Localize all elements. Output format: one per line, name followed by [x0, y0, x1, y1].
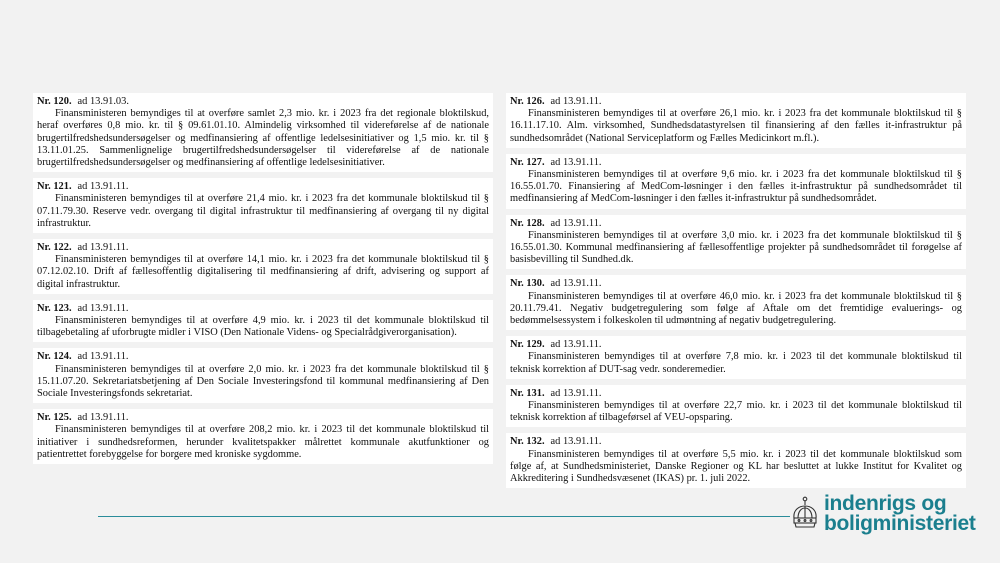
- right-column: [506, 93, 966, 494]
- paragraph-block: [506, 275, 966, 330]
- paragraph-reference: ad 13.91.03.: [77, 96, 129, 107]
- crown-icon: [790, 496, 820, 536]
- paragraph-block: [33, 348, 493, 403]
- logo-line-2: boligministeriet: [824, 512, 976, 535]
- paragraph-block: [33, 178, 493, 233]
- footer-divider: [98, 516, 790, 517]
- paragraph-block: [33, 300, 493, 343]
- paragraph-reference: ad 13.91.11.: [550, 278, 602, 290]
- paragraph-block: [506, 336, 966, 379]
- left-column: [33, 93, 493, 470]
- paragraph-text: Finansministeren bemyndiges til at overføre 22,7 mio. kr. i 2023 til det kommunale bloktilskud til teknisk korrektion af tilbageførsel af VEU-opsparing.: [510, 400, 962, 424]
- paragraph-block: [33, 93, 493, 172]
- paragraph-number: Nr. 132.: [510, 436, 545, 448]
- paragraph-number: Nr. 120.: [37, 96, 72, 107]
- paragraph-reference: ad 13.91.11.: [550, 156, 602, 168]
- paragraph-reference: ad 13.91.11.: [550, 96, 602, 107]
- paragraph-number: Nr. 121.: [37, 181, 72, 193]
- paragraph-block: [33, 239, 493, 294]
- paragraph-number: Nr. 130.: [510, 278, 545, 290]
- paragraph-number: Nr. 127.: [510, 156, 545, 168]
- paragraph-reference: ad 13.91.11.: [77, 412, 129, 424]
- paragraph-reference: ad 13.91.11.: [77, 242, 129, 254]
- ministry-logo: [790, 492, 976, 542]
- paragraph-reference: ad 13.91.11.: [550, 436, 602, 448]
- paragraph-text: Finansministeren bemyndiges til at overføre 3,0 mio. kr. i 2023 fra det kommunale bloktilskud til § 16.55.01.30. Kommunal medfinansiering af fællesoffentlige projekter på sundhedsområdet til forøgelse af basisbevilling til Sundhed.dk.: [510, 229, 962, 266]
- paragraph-text: Finansministeren bemyndiges til at overføre samlet 2,3 mio. kr. i 2023 fra det regionale bloktilskud, heraf overføres 0,8 mio. kr. til § 09.61.01.10. Almindelig virksomhed til videreførelse af de nationale brugertilfredshedsundersøgelser og medfinansiering af offentlige ledelsesinitiativer og 1,5 mio. kr. til § 13.11.01.25. Sammenlignelige brugertilfredshedsundersøgelser til videreførelse af de nationale brugertilfredshedsundersøgelser og medfinansiering af offentlige ledelsesinitiativer.: [37, 108, 489, 169]
- paragraph-text: Finansministeren bemyndiges til at overføre 2,0 mio. kr. i 2023 fra det kommunale bloktilskud til § 15.11.07.20. Sekretariatsbetjening af Den Sociale Investeringsfond til kommunal medfinansiering af Den Sociale Investeringsfonds sekretariat.: [37, 363, 489, 400]
- paragraph-number: Nr. 129.: [510, 339, 545, 351]
- paragraph-block: [33, 409, 493, 464]
- paragraph-text: Finansministeren bemyndiges til at overføre 4,9 mio. kr. i 2023 til det kommunale bloktilskud til tilbagebetaling af uforbrugte midler i VISO (Den Nationale Videns- og Specialrådgiverorganisation).: [37, 315, 489, 339]
- paragraph-reference: ad 13.91.11.: [550, 387, 602, 399]
- logo-text: [824, 494, 976, 534]
- paragraph-reference: ad 13.91.11.: [550, 339, 602, 351]
- paragraph-number: Nr. 126.: [510, 96, 545, 107]
- paragraph-reference: ad 13.91.11.: [77, 302, 129, 314]
- paragraph-text: Finansministeren bemyndiges til at overføre 5,5 mio. kr. i 2023 til det kommunale bloktilskud som følge af, at Sundhedsministeriet, Danske Regioner og KL har besluttet at lukke Institut for Kvalitet og Akkreditering i Sundhedsvæsenet (IKAS) pr. 1. juli 2022.: [510, 448, 962, 485]
- paragraph-text: Finansministeren bemyndiges til at overføre 14,1 mio. kr. i 2023 fra det kommunale bloktilskud til § 07.12.02.10. Drift af fællesoffentlig digitalisering til medfinansiering af drift, advisering og support af digital infrastruktur.: [37, 254, 489, 290]
- paragraph-number: Nr. 131.: [510, 387, 545, 399]
- paragraph-reference: ad 13.91.11.: [77, 351, 129, 363]
- paragraph-block: [506, 154, 966, 209]
- paragraph-block: [506, 93, 966, 148]
- paragraph-block: [506, 215, 966, 270]
- logo-line-1: indenrigs og: [824, 492, 947, 515]
- paragraph-text: Finansministeren bemyndiges til at overføre 9,6 mio. kr. i 2023 fra det kommunale bloktilskud til § 16.55.01.70. Finansiering af MedCom-løsninger i den fælles it-infrastruktur på sundhedsområdet til medfinansiering af MedCom-løsninger i den fælles it-infrastruktur på sundhedsområdet.: [510, 169, 962, 205]
- paragraph-block: [506, 385, 966, 428]
- paragraph-block: [506, 433, 966, 488]
- paragraph-text: Finansministeren bemyndiges til at overføre 26,1 mio. kr. i 2023 fra det kommunale bloktilskud til § 16.11.17.10. Alm. virksomhed, Sundhedsdatastyrelsen til finansiering af den fælles it-infrastruktur på sundhedsområdet (National Serviceplatform og Fælles Medicinkort m.fl.).: [510, 108, 962, 144]
- paragraph-text: Finansministeren bemyndiges til at overføre 208,2 mio. kr. i 2023 til det kommunale bloktilskud til initiativer i sundhedsreformen, herunder kvalitetspakker målrettet kommunale akutfunktioner og patientrettet forebyggelse for borgere med kroniske sygdomme.: [37, 424, 489, 460]
- paragraph-number: Nr. 125.: [37, 412, 72, 424]
- paragraph-text: Finansministeren bemyndiges til at overføre 21,4 mio. kr. i 2023 fra det kommunale bloktilskud til § 07.11.79.30. Reserve vedr. overgang til digital infrastruktur til medfinansiering af overgang til ny digital infrastruktur.: [37, 193, 489, 229]
- paragraph-number: Nr. 122.: [37, 242, 72, 254]
- paragraph-text: Finansministeren bemyndiges til at overføre 46,0 mio. kr. i 2023 fra det kommunale bloktilskud til § 20.11.79.41. Negativ budgetregulering som følge af Aftale om det fremtidige evaluerings- og bedømmelsessystem i folkeskolen til udmøntning af negativ budgetregulering.: [510, 290, 962, 327]
- paragraph-reference: ad 13.91.11.: [550, 217, 602, 229]
- paragraph-text: Finansministeren bemyndiges til at overføre 7,8 mio. kr. i 2023 til det kommunale bloktilskud til teknisk korrektion af DUT-sag vedr. sonderemedier.: [510, 351, 962, 375]
- paragraph-reference: ad 13.91.11.: [77, 181, 129, 193]
- paragraph-number: Nr. 128.: [510, 217, 545, 229]
- paragraph-number: Nr. 124.: [37, 351, 72, 363]
- paragraph-number: Nr. 123.: [37, 302, 72, 314]
